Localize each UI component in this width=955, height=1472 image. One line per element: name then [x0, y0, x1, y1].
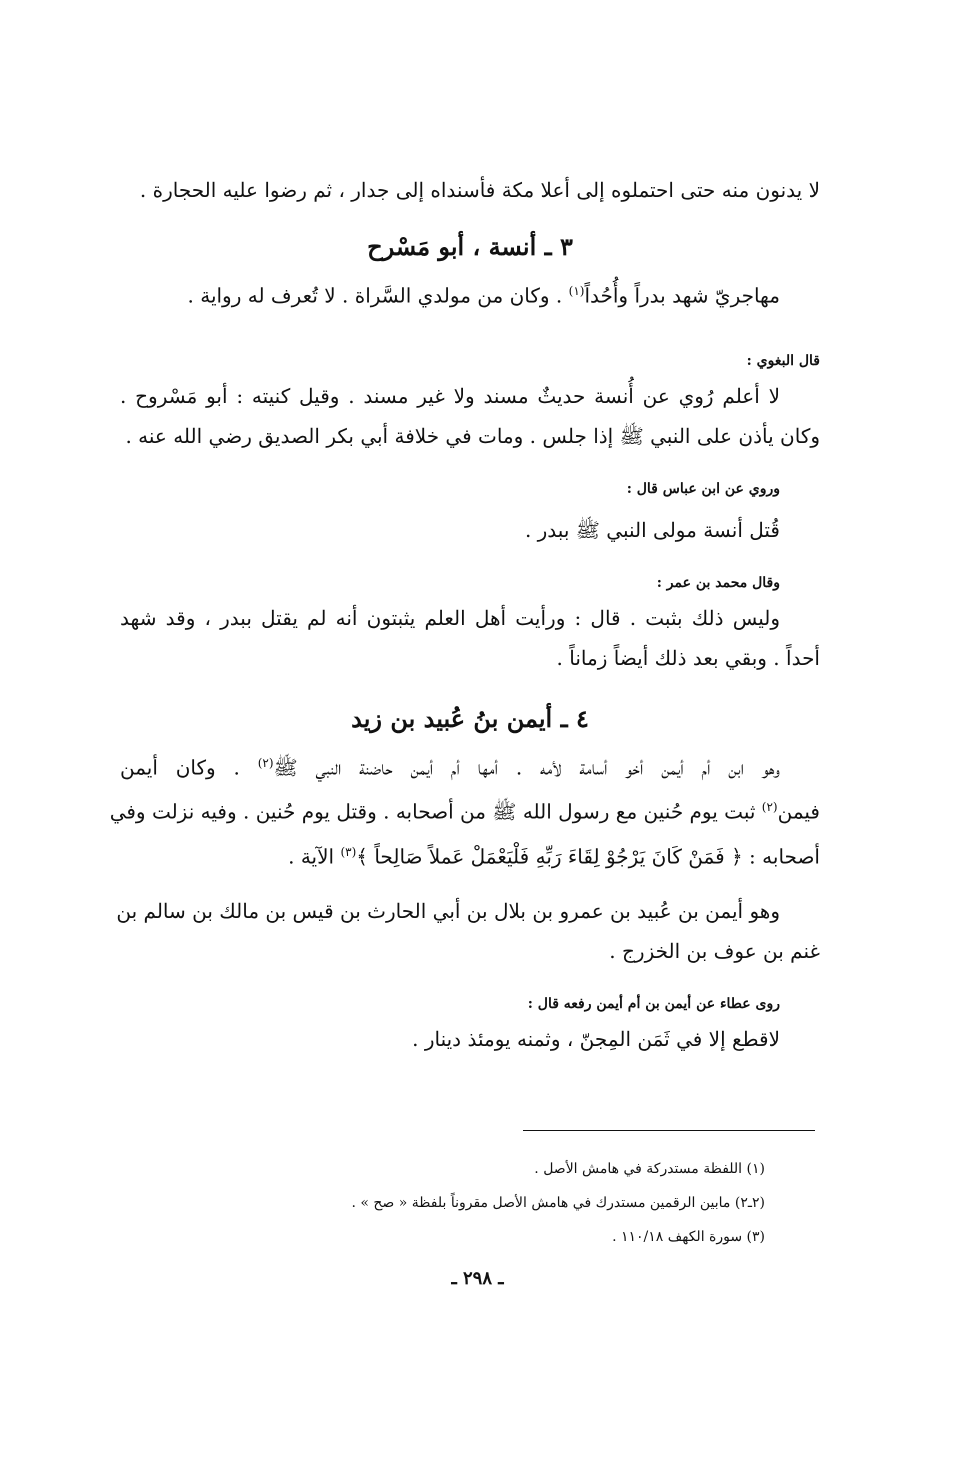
baghawi-label: قال البغوي :	[746, 352, 820, 369]
entry3-intro-text-b: . وكان من مولدي السَّراة . لا تُعرف له رواية .	[187, 283, 569, 308]
ata-label: روى عطاء عن أيمن بن أم أيمن رفعه قال :	[527, 995, 780, 1012]
footnote-ref-2: (٢)	[257, 755, 274, 770]
ibn-abbas-label: وروي عن ابن عباس قال :	[626, 480, 780, 497]
entry3-intro-text-a: مهاجريّ شهد بدراً وأُحُداً	[584, 283, 780, 308]
entry3-heading: ٣ ـ أنسة ، أبو مَسْرح	[367, 232, 573, 261]
page-number: ـ ٢٩٨ ـ	[451, 1268, 504, 1289]
entry4-p2-line-2: غنم بن عوف بن الخزرج .	[609, 938, 820, 963]
footnote-1: (١) اللفظة مستدركة في هامش الأصل .	[534, 1161, 765, 1177]
entry4-p1-line-3-a: أصحابه : ﴿ فَمَنْ كَانَ يَرْجُوْ لِقَاءَ رَبِّهِ فَلْيَعْمَلْ عَملاً صَالِحاً ﴾	[356, 844, 820, 869]
entry4-p1-line-2	[109, 787, 820, 832]
ibn-umar-label: وقال محمد بن عمر :	[656, 574, 780, 591]
entry4-p1-line-1-b: . وكان أيمن	[120, 755, 258, 780]
ibn-umar-line-1: وليس ذلك بثبت . قال : ورأيت أهل العلم يثبتون أنه لم يقتل ببدر ، وقد شهد	[120, 605, 780, 630]
footnote-ref-1: (١)	[568, 284, 585, 298]
entry3-intro	[120, 271, 820, 316]
footnote-divider	[523, 1130, 815, 1131]
entry4-p1-line-2-b: ثبت يوم حُنين مع رسول الله ﷺ من أصحابه . وقتل يوم حُنين . وفيه نزلت وفي	[109, 799, 762, 824]
ata-line: لاقطع إلا في ثَمَن المِجنّ ، وثمنه يومئذ دينار .	[412, 1026, 780, 1051]
baghawi-line-1: لا أعلم رُوي عن أُنسة حديثٌ مسند ولا غير مسند . وقيل كنيته : أبو مَسْروح .	[120, 383, 780, 408]
entry4-p1-line-2-a: فيمن	[777, 799, 820, 824]
footnotes	[140, 1152, 765, 1254]
footnote-2: (٢ـ٢) مابين الرقمين مستدرك في هامش الأصل مقروناً بلفظة « صح » .	[351, 1195, 765, 1211]
entry4-p1-line-1	[120, 743, 820, 788]
entry4-heading: ٤ ـ أيمن بنُ عُبيد بن زيد	[351, 703, 589, 733]
entry4-p1-line-3-b: الآية .	[288, 844, 341, 869]
entry4-p2-line-1: وهو أيمن بن عُبيد بن عمرو بن بلال بن أبي الحارث بن قيس بن مالك بن سالم بن	[116, 898, 780, 923]
footnote-ref-3: (٣)	[340, 844, 357, 859]
entry4-p1-line-3	[120, 832, 820, 877]
page-body	[109, 170, 820, 1059]
top-line: لا يدنون منه حتى احتملوه إلى أعلا مكة فأسنداه إلى جدار ، ثم رضوا عليه الحجارة .	[139, 178, 820, 202]
footnote-3: (٣) سورة الكهف ١١٠/١٨ .	[612, 1229, 765, 1245]
baghawi-line-2: وكان يأذن على النبي ﷺ إذا جلس . ومات في خلافة أبي بكر الصديق رضي الله عنه .	[125, 423, 820, 448]
ibn-abbas-line: قُتل أنسة مولى النبي ﷺ ببدر .	[524, 517, 780, 542]
footnote-ref-2b: (٢)	[761, 800, 778, 815]
ibn-umar-line-2: أحداً . وبقي بعد ذلك أيضاً زماناً .	[556, 645, 820, 670]
entry4-p1-line-1-a: وهو ابن أم أيمن أخو أسامة لأمه . أمها أم أيمن حاضنة النبي ﷺ	[273, 755, 780, 780]
